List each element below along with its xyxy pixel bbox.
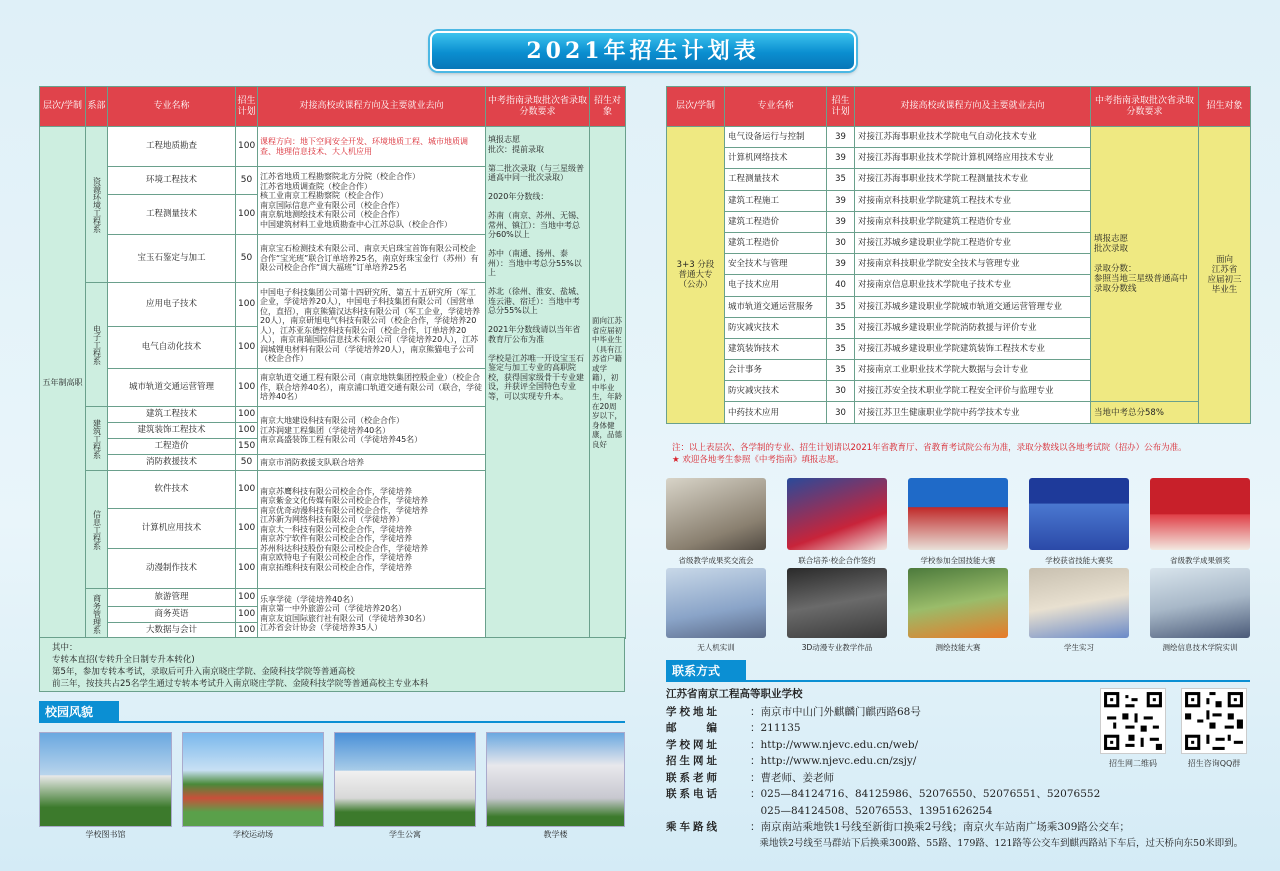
header-dept: 系部 [86,87,108,127]
major-name: 建筑工程造价 [725,232,827,253]
major-name: 计算机应用技术 [108,509,236,549]
major-plan: 39 [827,127,855,148]
direction-cell: 南京大地建设科技有限公司（校企合作） 江苏润建工程集团（学徒培养40名） 南京高盛装饰工程有限公司（学徒培养45名） [258,407,486,455]
major-plan: 39 [827,148,855,169]
header-plan: 招生计划 [236,87,258,127]
major-name: 安全技术与管理 [725,254,827,275]
contact-row [666,786,1266,803]
contact-key: 乘车路线 [666,821,720,833]
major-name: 建筑装饰工程技术 [108,423,236,439]
photo-caption: 省级教学成果奖交流会 [678,556,754,565]
major-plan: 100 [236,607,258,623]
header-direction: 对接高校或课程方向及主要就业去向 [258,87,486,127]
notes-line: 前三年，按技共占25名学生通过专转本考试升入南京晓庄学院、金陵科技学院等普通高校主专业本科 [52,679,429,689]
contact-section-line [666,680,1250,682]
campus-photo-4 [486,732,625,840]
major-name: 会计事务 [725,360,827,381]
right-enrollment-table [666,86,1251,424]
photo-caption: 学生实习 [1064,643,1094,652]
right-notes [666,440,1250,470]
campus-caption: 学校图书馆 [85,830,126,839]
contact-row [666,819,1266,836]
major-plan: 39 [827,211,855,232]
major-name: 中药技术应用 [725,402,827,423]
photo-caption: 3D动漫专业教学作品 [801,643,873,652]
score-cell: 填报志愿 批次录取 录取分数： 参照当地三星级普通高中录取分数线 [1091,127,1199,402]
contact-key [666,803,750,820]
major-name: 工程造价 [108,439,236,455]
contact-key: 联系老师 [666,771,720,784]
major-plan: 50 [236,235,258,283]
qr-code-qq [1181,688,1247,754]
header-major: 专业名称 [725,87,827,127]
campus-image [182,732,324,827]
major-plan: 100 [236,283,258,327]
major-name: 城市轨道交通运营服务 [725,296,827,317]
campus-photo-3 [334,732,476,840]
major-plan: 100 [236,549,258,589]
direction-cell: 中国电子科技集团公司第十四研究所、第五十五研究所（军工企业，学徒培养20人），中国电子科技集团有限公司（国营单位，直招），南京熊猫汉达科技有限公司（军工企业，学徒培养20人），南京研旭电气科技有限公司（校企合作，学徒培养20人），江苏亚东德控科技有限公司（校企合作，订单培养20人），南京南瑞国际信息技术有限公司（学徒培养20人），江苏润城锂电材料有限公司（学徒培养20人），南京熊猫电子公司（校企合作） [258,283,486,369]
contact-value: 乘地铁2号线至马群站下后换乘300路、55路、179路、121路等公交车到麒西路站下车后，过天桥向东50米即到。 [750,837,1244,849]
qr-caption: 招生咨询QQ群 [1187,759,1241,768]
header-level: 层次/学制 [667,87,725,127]
notes-line: ★ 欢迎各地考生参照《中考指南》填报志愿。 [672,455,844,465]
major-name: 电气自动化技术 [108,327,236,369]
header-plan: 招生计划 [827,87,855,127]
major-name: 软件技术 [108,471,236,509]
campus-section-title: 校园风貌 [39,701,119,723]
dept-cell: 商务管理系 [86,589,108,639]
major-plan: 50 [236,455,258,471]
level-cell: 3+3 分段 普通大专 （公办） [667,127,725,424]
major-plan: 100 [236,423,258,439]
major-name: 建筑工程造价 [725,211,827,232]
campus-image [334,732,476,827]
major-name: 防灾减灾技术 [725,317,827,338]
direction-cell: 南京轨道交通工程有限公司（南京地铁集团控股企业）（校企合作，联合培养40名），南京浦口轨道交通有限公司（联合，学徒培养40名） [258,369,486,407]
dept-cell: 资源环境工程系 [86,127,108,283]
dept-cell: 电子工程系 [86,283,108,407]
major-name: 城市轨道交通运营管理 [108,369,236,407]
major-plan: 30 [827,402,855,423]
direction-cell: 南京苏鹰科技有限公司校企合作，学徒培养 南京紫金文化传媒有限公司校企合作，学徒培养 南京优奇动漫科技有限公司校企合作，学徒培养 江苏新为网络科技有限公司（学徒培养） 南京大一科技有限公司校企合作，学徒培养 南京苏宁软件有限公司校企合作，学徒培养 苏州科达科技股份有限公司校企合作，学徒培养 南京欧特电子有限公司校企合作，学徒培养 南京拓维科技有限公司校企合作，学徒培养 [258,471,486,589]
header-target: 招生对象 [1199,87,1251,127]
major-name: 工程地质勘查 [108,127,236,167]
contact-block [666,686,1266,852]
contact-value: ：211135 [750,722,801,734]
photo-caption: 省级教学成果颁奖 [1170,556,1230,565]
qr-icon [1182,689,1246,753]
major-name: 电子技术应用 [725,275,827,296]
photo-caption: 学校参加全国技能大赛 [920,556,996,565]
contact-row [666,720,1266,737]
major-name: 防灾减灾技术 [725,381,827,402]
major-name: 环境工程技术 [108,167,236,195]
major-name: 大数据与会计 [108,623,236,639]
school-name: 江苏省南京工程高等职业学校 [666,688,803,700]
direction-cell: 对接南京信息职业技术学院电子技术专业 [855,275,1091,296]
contact-key: 邮 编 [666,722,720,734]
campus-section-line [39,721,625,723]
contact-value: ：南京南站乘地铁1号线至新街口换乘2号线；南京火车站南广场乘309路公交车； [750,821,1130,833]
target-cell: 面向江苏省应届初中毕业生（具有江苏省户籍或学籍），初中毕业生，年龄在20周岁以下，身体健康，品德良好 [590,127,626,639]
major-plan: 30 [827,232,855,253]
header-score: 中考指南录取批次省录取分数要求 [486,87,590,127]
photo-10 [1150,568,1250,638]
contact-value: ：曹老师、姜老师 [750,771,834,784]
notes-line: 专转本直招(专转升全日制专升本转化) [52,655,195,665]
contact-row [666,803,1266,820]
major-plan: 50 [236,167,258,195]
major-plan: 39 [827,254,855,275]
photo-caption: 测绘信息技术学院实训 [1162,643,1238,652]
qr-icon [1101,689,1165,753]
major-plan: 30 [827,381,855,402]
contact-row [666,737,1266,754]
left-enrollment-table [39,86,626,639]
photo-2 [787,478,887,550]
direction-cell: 对接江苏城乡建设职业学院建筑装饰工程技术专业 [855,338,1091,359]
major-plan: 35 [827,317,855,338]
header-major: 专业名称 [108,87,236,127]
direction-cell: 对接江苏卫生健康职业学院中药学技术专业 [855,402,1091,423]
major-name: 建筑工程施工 [725,190,827,211]
notes-title: 其中： [52,643,78,653]
contact-row [666,836,1266,853]
qr-caption: 招生网二维码 [1109,759,1157,768]
campus-caption: 学生公寓 [389,830,421,839]
major-name: 商务英语 [108,607,236,623]
photo-4 [1029,478,1129,550]
photo-7 [787,568,887,638]
photo-caption: 学校获省技能大赛奖 [1045,556,1113,565]
notes-line: 第5年，参加专转本考试，录取后可升入南京晓庄学院、金陵科技学院等普通高校 [52,667,355,677]
direction-cell: 对接江苏海事职业技术学院计算机网络应用技术专业 [855,148,1091,169]
level-cell: 五年制高职 [40,127,86,639]
contact-key [666,836,750,853]
major-plan: 150 [236,439,258,455]
direction-cell: 南京宝石检测技术有限公司、南京天启珠宝首饰有限公司校企合作“宝光班”联合订单培养25名，南京好珠宝金行（苏州）有限公司校企合作“周大福班”订单培养25名 [258,235,486,283]
major-plan: 100 [236,471,258,509]
major-plan: 35 [827,169,855,190]
photo-caption: 无人机实训 [697,643,735,652]
major-name: 建筑装饰技术 [725,338,827,359]
qr-code-enroll [1100,688,1166,754]
contact-section-title: 联系方式 [666,660,746,682]
score-cell: 填报志愿 批次：提前录取 第二批次录取（与三星级普通高中同一批次录取） 2020年分数线： 苏南（南京、苏州、无锡、常州、镇江）：当地中考总分60%以上 苏中（南通、扬州、泰州）：当地中考总分55%以上 苏北（徐州、淮安、盐城、连云港、宿迁）：当地中考总分55%以上 2021年分数线请以当年省教育厅公布为准 学校是江苏唯一开设宝玉石鉴定与加工专业的高职院校，获得国家级骨干专业建设，并获评全国特色专业等，可以实现专升本。 [486,127,590,639]
contact-key: 招生网址 [666,755,720,767]
header-direction: 对接高校或课程方向及主要就业去向 [855,87,1091,127]
major-name: 计算机网络技术 [725,148,827,169]
contact-row [666,704,1266,721]
direction-cell: 南京市消防救援支队联合培养 [258,455,486,471]
direction-cell: 江苏省地质工程勘察院北方分院（校企合作） 江苏省地质调查院（校企合作） 核工业南京工程勘察院（校企合作） 南京国际信息产业有限公司（校企合作） 南京航地测绘技术有限公司（校企合作） 中国建筑材料工业地质勘查中心江苏总队（校企合作） [258,167,486,235]
major-name: 建筑工程技术 [108,407,236,423]
major-plan: 100 [236,127,258,167]
major-name: 旅游管理 [108,589,236,607]
contact-key: 联系电话 [666,788,720,800]
score-low-cell: 当地中考总分58% [1091,402,1199,423]
header-score: 中考指南录取批次省录取分数要求 [1091,87,1199,127]
major-name: 应用电子技术 [108,283,236,327]
major-plan: 100 [236,623,258,639]
contact-key: 学校网址 [666,738,720,751]
header-level: 层次/学制 [40,87,86,127]
major-name: 工程测量技术 [725,169,827,190]
major-name: 动漫制作技术 [108,549,236,589]
major-plan: 100 [236,327,258,369]
major-plan: 100 [236,407,258,423]
dept-cell: 信息工程系 [86,471,108,589]
contact-value: ：025—84124716、84125986、52076550、52076551、52076552 [750,788,1101,800]
enroll-url-link[interactable]: ：http://www.njevc.edu.cn/zsjy/ [750,755,917,767]
major-plan: 100 [236,509,258,549]
direction-cell: 对接南京科技职业学院安全技术与管理专业 [855,254,1091,275]
major-plan: 100 [236,589,258,607]
school-url-link[interactable]: ：http://www.njevc.edu.cn/web/ [750,738,919,751]
direction-cell: 对接南京工业职业技术学院大数据与会计专业 [855,360,1091,381]
direction-cell: 乐享学徒（学徒培养40名） 南京第一中外旅游公司（学徒培养20名） 南京友谊国际旅行社有限公司（学徒培养30名） 江苏省会计协会（学徒培养35人） [258,589,486,639]
contact-value: 025—84124508、52076553、13951626254 [750,804,993,817]
direction-cell: 对接江苏城乡建设职业学院工程造价专业 [855,232,1091,253]
major-name: 宝玉石鉴定与加工 [108,235,236,283]
photo-9 [1029,568,1129,638]
campus-caption: 教学楼 [543,830,568,839]
notes-line: 注：以上表层次、各学制的专业、招生计划请以2021年省教育厅、省教育考试院公布为准，录取分数线以各地考试院（招办）公布为准。 [672,443,1187,453]
header-target: 招生对象 [590,87,626,127]
contact-key: 学校地址 [666,705,720,718]
major-plan: 35 [827,338,855,359]
direction-cell: 对接江苏城乡建设职业学院消防救援与评价专业 [855,317,1091,338]
contact-row [666,770,1266,787]
major-name: 消防救援技术 [108,455,236,471]
direction-cell: 对接江苏安全技术职业学院工程安全评价与监理专业 [855,381,1091,402]
direction-cell: 对接南京科技职业学院建筑工程造价专业 [855,211,1091,232]
campus-image [39,732,172,827]
photo-1 [666,478,766,550]
campus-image [486,732,625,827]
left-notes [39,637,625,692]
page-title-banner: 2021年招生计划表 [430,31,856,71]
photo-caption: 测绘技能大赛 [935,643,981,652]
campus-caption: 学校运动场 [233,830,273,839]
photo-5 [1150,478,1250,550]
direction-cell: 对接江苏海事职业技术学院工程测量技术专业 [855,169,1091,190]
major-plan: 40 [827,275,855,296]
major-name: 工程测量技术 [108,195,236,235]
major-name: 电气设备运行与控制 [725,127,827,148]
direction-cell: 对接江苏城乡建设职业学院城市轨道交通运营管理专业 [855,296,1091,317]
direction-cell: 对接江苏海事职业技术学院电气自动化技术专业 [855,127,1091,148]
direction-cell: 对接南京科技职业学院建筑工程技术专业 [855,190,1091,211]
major-plan: 39 [827,190,855,211]
photo-6 [666,568,766,638]
direction-cell: 课程方向：地下空间安全开发、环境地质工程、城市地质调查、地理信息技术、大人机应用 [258,127,486,167]
photo-3 [908,478,1008,550]
major-plan: 35 [827,296,855,317]
campus-photo-2 [182,732,324,840]
target-cell: 面向 江苏省 应届初三 毕业生 [1199,127,1251,424]
major-plan: 100 [236,369,258,407]
photo-8 [908,568,1008,638]
contact-value: ：南京市中山门外麒麟门麒西路68号 [750,705,921,718]
campus-photo-1 [39,732,172,840]
major-plan: 100 [236,195,258,235]
dept-cell: 建筑工程系 [86,407,108,471]
photo-caption: 联合培养·校企合作签约 [798,556,876,565]
major-plan: 35 [827,360,855,381]
